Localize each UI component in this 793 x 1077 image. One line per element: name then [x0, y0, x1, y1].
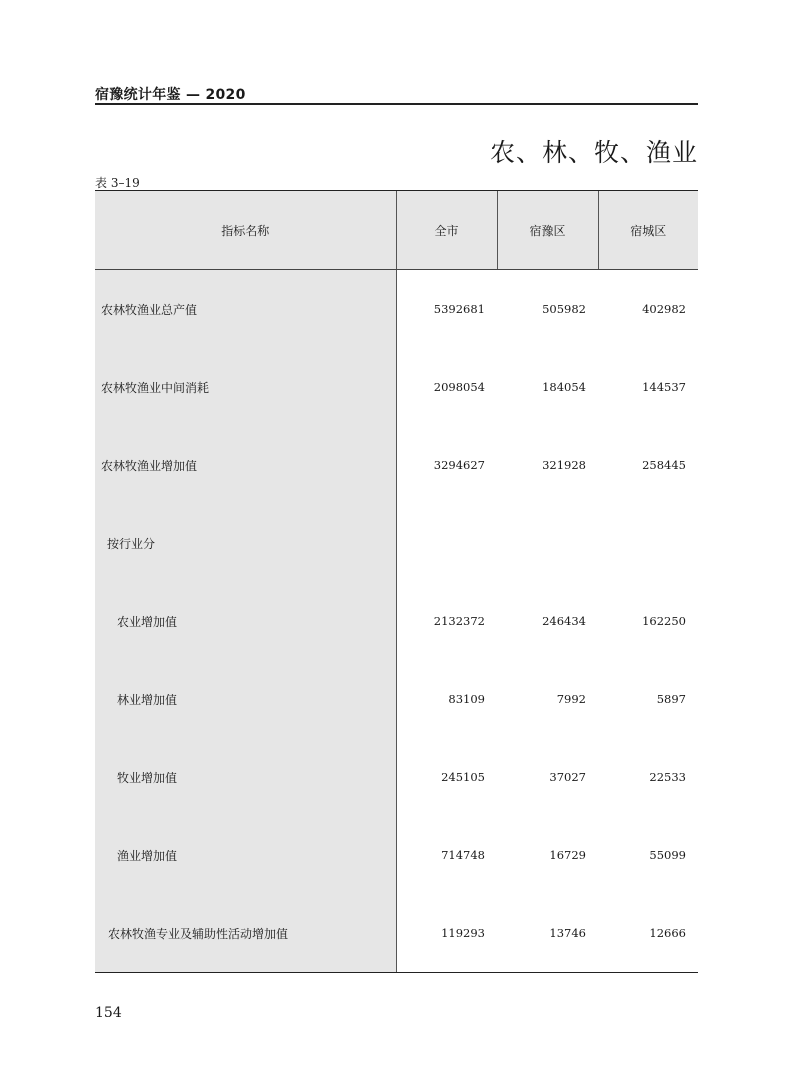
cell-suyu: 16729: [549, 848, 586, 862]
statistics-table: [95, 190, 698, 973]
cell-city: 83109: [448, 692, 485, 706]
cell-city: [396, 504, 497, 582]
table-label: 表 3–19: [95, 176, 140, 190]
row-label: 林业增加值: [95, 660, 396, 738]
cell-sucheng: 144537: [642, 380, 686, 394]
header-rule: [95, 103, 698, 105]
row-label: 农林牧渔业增加值: [95, 426, 396, 504]
cell-sucheng: 162250: [642, 614, 686, 628]
row-label: 农业增加值: [95, 582, 396, 660]
cell-city: 714748: [441, 848, 485, 862]
cell-city: 2098054: [433, 380, 485, 394]
cell-sucheng: [598, 504, 698, 582]
row-label: 按行业分: [95, 504, 396, 582]
cell-suyu: 321928: [542, 458, 586, 472]
column-header-city: 全市: [396, 191, 497, 270]
row-label: 渔业增加值: [95, 816, 396, 894]
cell-city: 5392681: [433, 302, 485, 316]
running-title: 宿豫统计年鉴 — 2020: [95, 87, 246, 103]
table-row: [95, 270, 698, 349]
row-label: 农林牧渔专业及辅助性活动增加值: [95, 894, 396, 973]
row-label: 农林牧渔业总产值: [95, 270, 396, 349]
table-row: [95, 582, 698, 660]
section-title: 农、林、牧、渔业: [489, 138, 698, 167]
cell-suyu: [497, 504, 598, 582]
cell-suyu: 505982: [542, 302, 586, 316]
cell-sucheng: 5897: [656, 692, 686, 706]
column-header-indicator: 指标名称: [95, 191, 396, 270]
cell-suyu: 13746: [497, 894, 598, 973]
table-row: [95, 426, 698, 504]
cell-city: 3294627: [433, 458, 485, 472]
cell-suyu: 246434: [542, 614, 586, 628]
table-row: [95, 894, 698, 973]
table-row: [95, 348, 698, 426]
cell-city: 2132372: [433, 614, 485, 628]
column-header-sucheng: 宿城区: [598, 191, 698, 270]
cell-sucheng: 258445: [642, 458, 686, 472]
cell-city: 119293: [396, 894, 497, 973]
row-label: 农林牧渔业中间消耗: [95, 348, 396, 426]
table-row: [95, 504, 698, 582]
cell-suyu: 184054: [542, 380, 586, 394]
cell-suyu: 7992: [556, 692, 586, 706]
column-header-suyu: 宿豫区: [497, 191, 598, 270]
statistics-table-container: [95, 190, 698, 971]
cell-sucheng: 12666: [598, 894, 698, 973]
table-row: [95, 660, 698, 738]
cell-city: 245105: [441, 770, 485, 784]
cell-sucheng: 22533: [649, 770, 686, 784]
cell-suyu: 37027: [549, 770, 586, 784]
cell-sucheng: 55099: [649, 848, 686, 862]
page-number: 154: [95, 1005, 122, 1021]
table-row: [95, 816, 698, 894]
row-label: 牧业增加值: [95, 738, 396, 816]
cell-sucheng: 402982: [642, 302, 686, 316]
table-row: [95, 738, 698, 816]
table-header-row: [95, 191, 698, 270]
